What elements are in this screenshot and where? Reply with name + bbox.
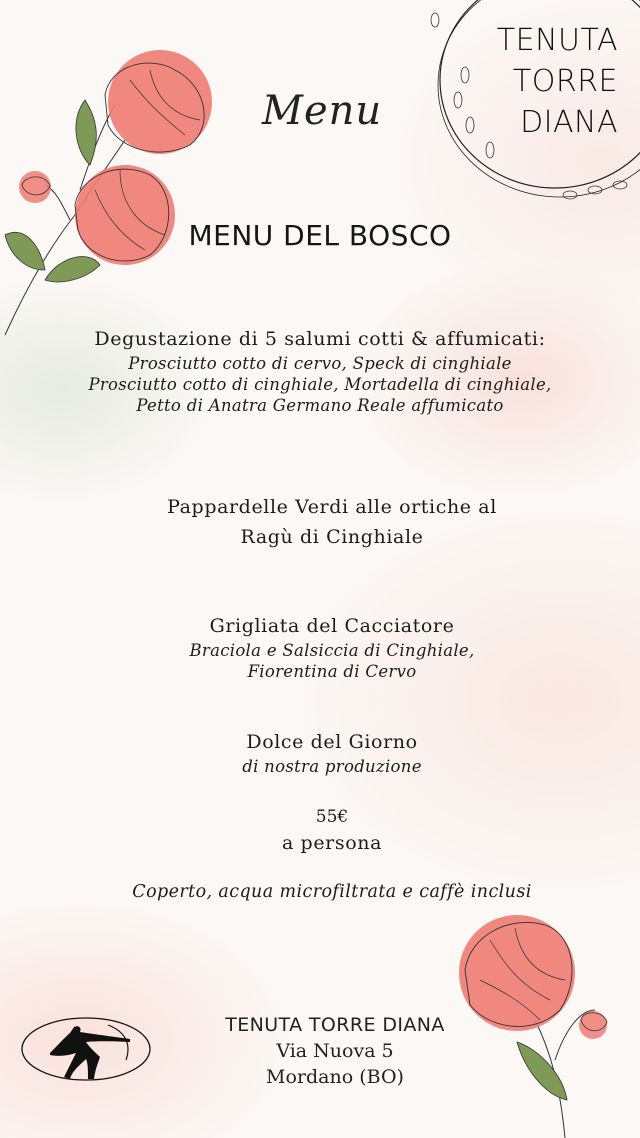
- course-title: Grigliata del Cacciatore: [209, 615, 455, 637]
- footer-street: Via Nuova 5: [276, 1040, 394, 1062]
- footer-name: TENUTA TORRE DIANA: [225, 1014, 445, 1036]
- course-grigliata: [12, 612, 640, 682]
- course-title: Pappardelle Verdi alle ortiche al: [167, 496, 497, 518]
- brand-title: [468, 20, 618, 143]
- course-title: Degustazione di 5 salumi cotti & affumicati:: [94, 328, 546, 350]
- course-title: Dolce del Giorno: [246, 731, 418, 753]
- menu-heading: MENU DEL BOSCO: [188, 219, 452, 252]
- course-title: Ragù di Cinghiale: [240, 526, 424, 548]
- course-detail: Petto di Anatra Germano Reale affumicato: [136, 396, 504, 415]
- course-dolce: [12, 728, 640, 777]
- archer-logo: [20, 1015, 152, 1083]
- script-menu-title: Menu: [262, 88, 383, 134]
- course-detail: Prosciutto cotto di cervo, Speck di cinghiale: [128, 354, 512, 373]
- footer-address: [190, 1012, 480, 1090]
- course-detail: di nostra produzione: [242, 757, 422, 776]
- course-detail: Fiorentina di Cervo: [247, 662, 417, 681]
- footer-city: Mordano (BO): [266, 1066, 404, 1088]
- brand-title-line: TENUTA: [496, 23, 618, 58]
- brand-title-line: TORRE: [512, 64, 618, 99]
- course-detail: Prosciutto cotto di cinghiale, Mortadella di cinghiale,: [88, 375, 552, 394]
- price-block: [12, 805, 640, 857]
- course-pappardelle: [12, 492, 640, 552]
- course-salumi: [0, 325, 640, 416]
- brand-title-line: DIANA: [520, 105, 618, 140]
- price-per-person: a persona: [281, 832, 382, 854]
- included-note: Coperto, acqua microfiltrata e caffè inclusi: [132, 882, 532, 902]
- course-detail: Braciola e Salsiccia di Cinghiale,: [189, 641, 475, 660]
- price-amount: 55€: [315, 807, 349, 827]
- poppy-illustration-top-left: [0, 40, 240, 340]
- poppy-illustration-bottom-right: [455, 910, 640, 1138]
